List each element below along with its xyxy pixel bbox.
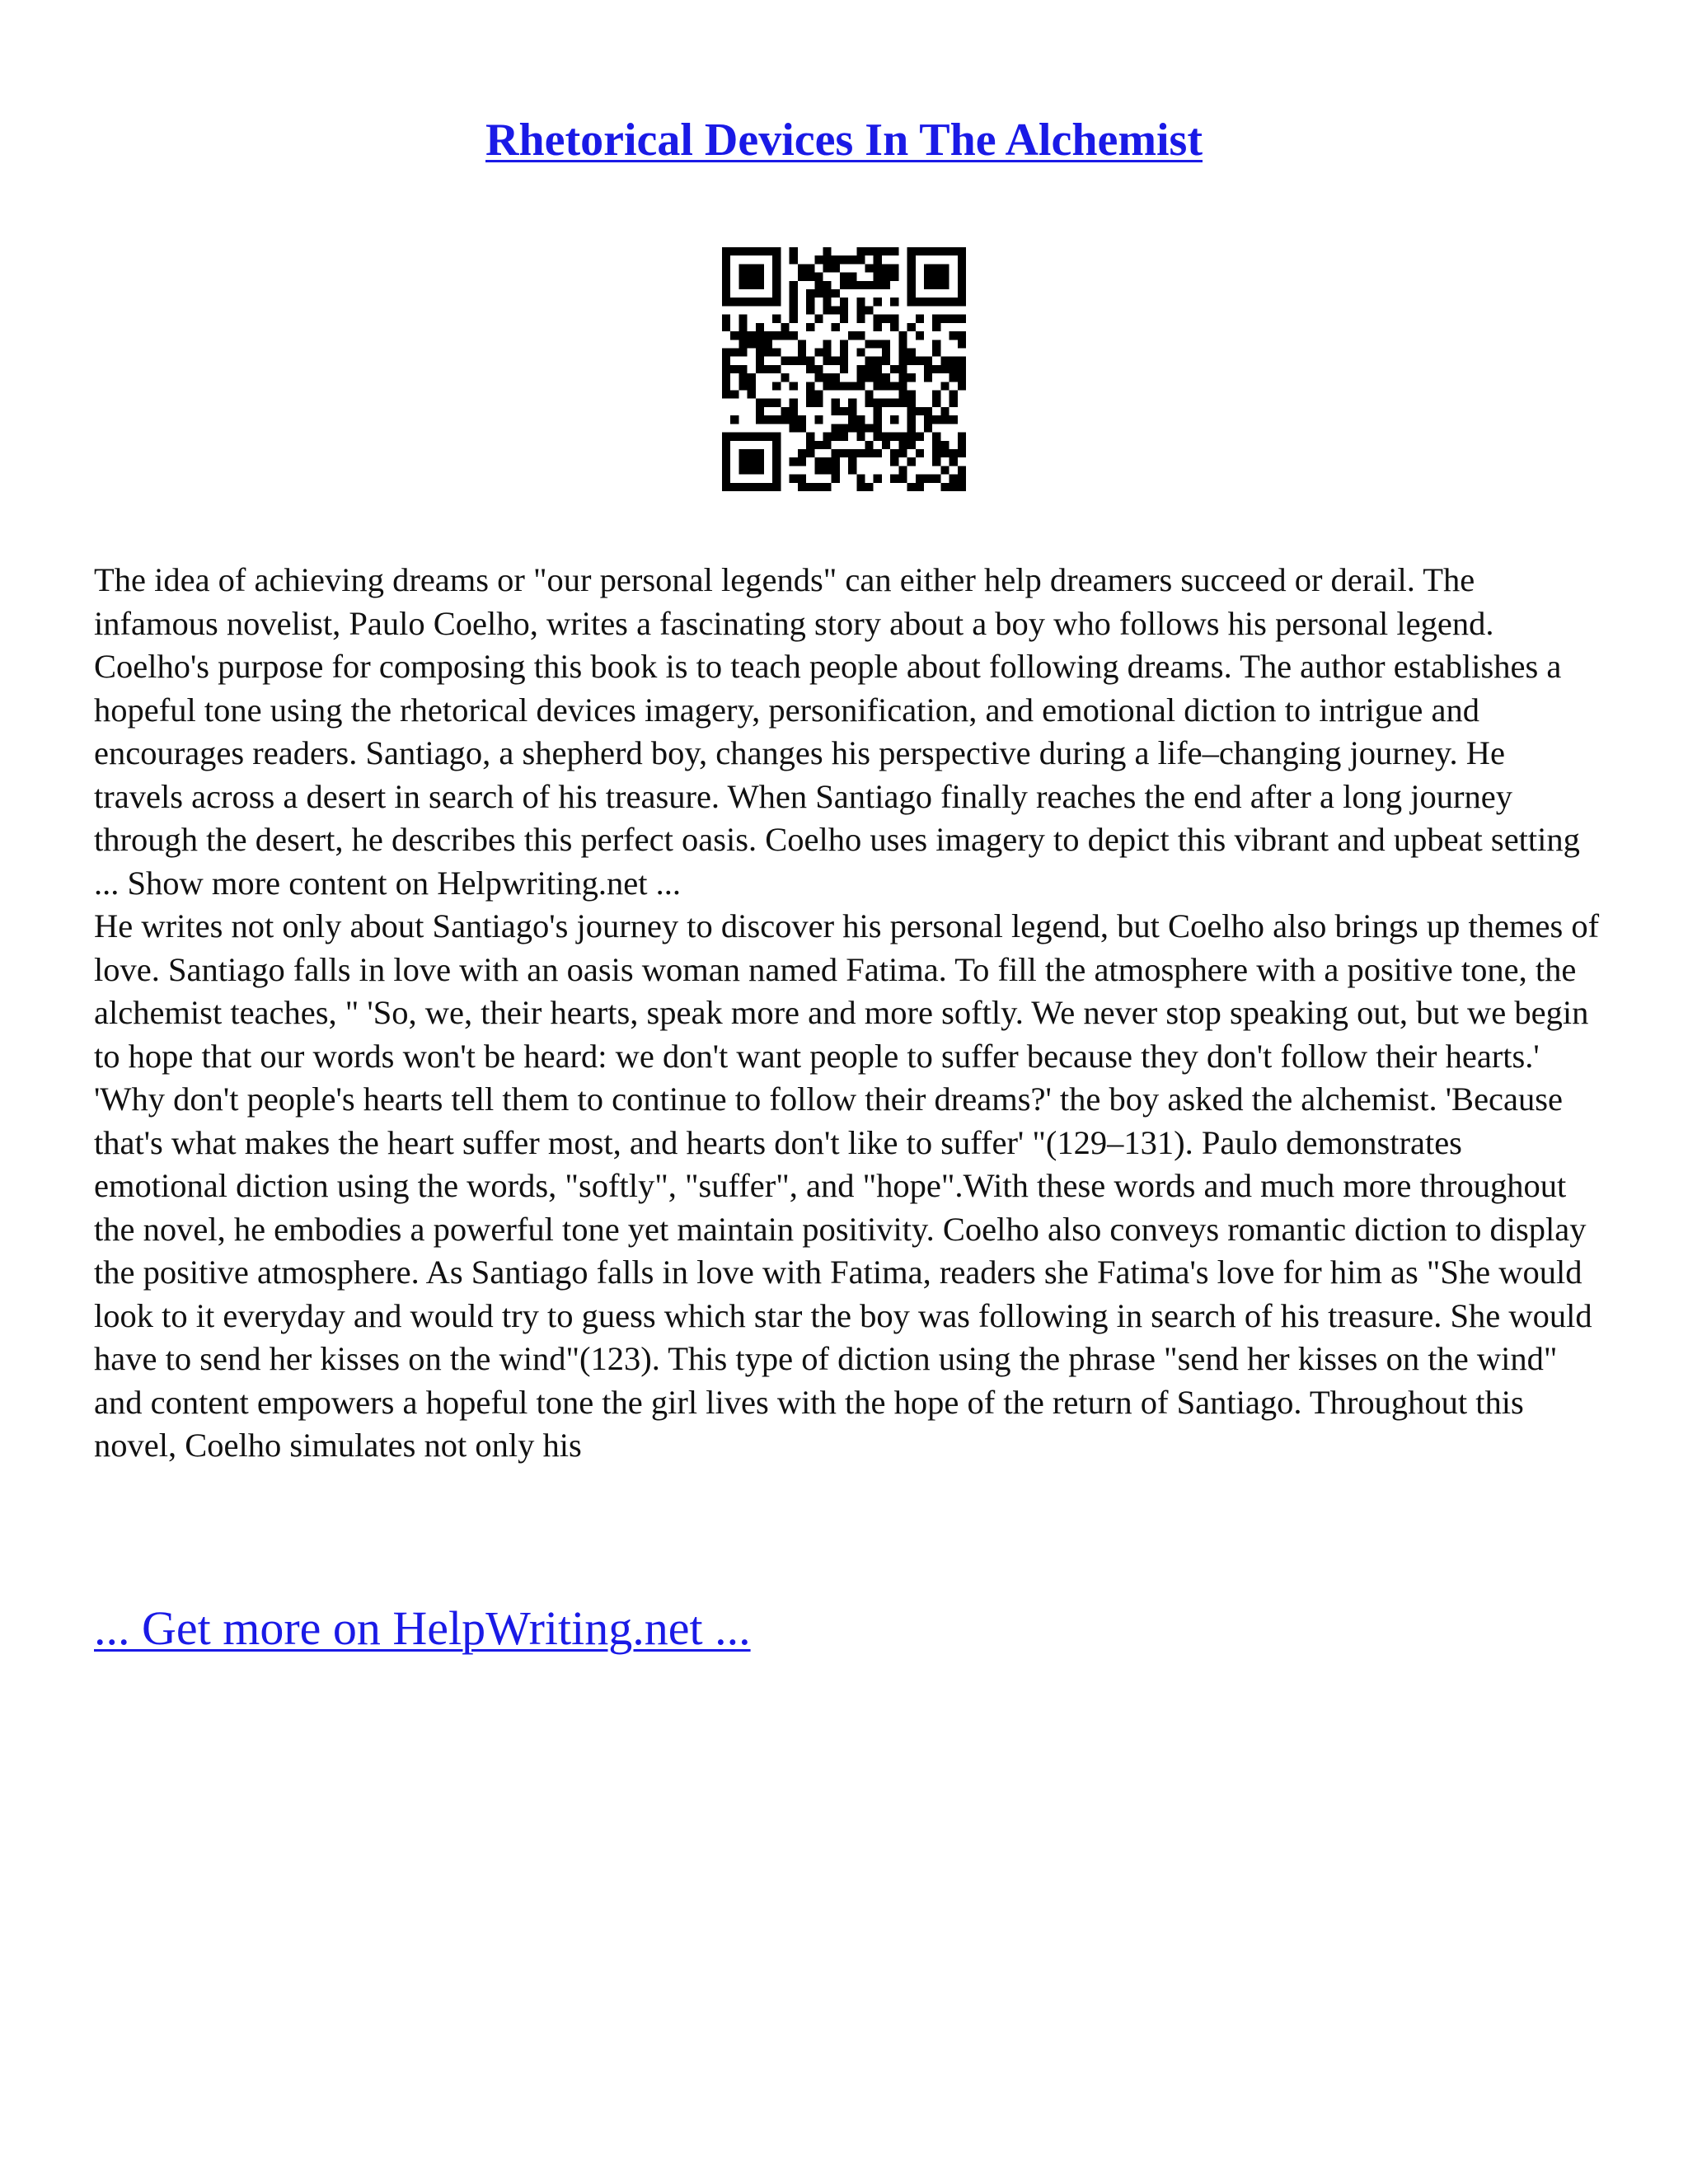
paragraph-2: He writes not only about Santiago's journey to discover his personal legend, but Coelho also brings up themes of love. Santiago falls in love with an oasis woman named Fatima. To fill the atmosphere with a positive tone, the alchemist teaches, " 'So, we, their hearts, speak more and more softly. We never stop speaking out, but we begin to hope that our words won't be heard: we don't want people to suffer because they don't follow their hearts.' 'Why don't people's hearts tell them to continue to follow their dreams?' the boy asked the alchemist. 'Because that's what makes the heart suffer most, and hearts don't like to suffer' "(129–131). Paulo demonstrates emotional diction using the words, "softly", "suffer", and "hope".With these words and much more throughout the novel, he embodies a powerful tone yet maintain positivity. Coelho also conveys romantic diction to display the positive atmosphere. As Santiago falls in love with Fatima, readers she Fatima's love for him as "She would look to it everyday and would try to guess which star the boy was following in search of his treasure. She would have to send her kisses on the wind"(123). This type of diction using the phrase "send her kisses on the wind" and content empowers a hopeful tone the girl lives with the hope of the return of Santiago. Throughout this novel, Coelho simulates not only his bbox=[94, 907, 1600, 1464]
paragraph-1: The idea of achieving dreams or "our personal legends" can either help dreamers succeed or derail. The infamous novelist, Paulo Coelho, writes a fascinating story about a boy who follows his personal legend. Coelho's purpose for composing this book is to teach people about following dreams. The author establishes a hopeful tone using the rhetorical devices imagery, personification, and emotional diction to intrigue and encourages readers. Santiago, a shepherd boy, changes his perspective during a life–changing journey. He travels across a desert in search of his treasure. When Santiago finally reaches the end after a long journey through the desert, he describes this perfect oasis. Coelho uses imagery to depict this vibrant and upbeat setting ... Show more content on Helpwriting.net ... bbox=[94, 561, 1580, 902]
article-body bbox=[94, 559, 1602, 1468]
get-more-link[interactable]: ... Get more on HelpWriting.net ... bbox=[94, 1601, 751, 1655]
title-container bbox=[0, 114, 1688, 166]
page-title-link[interactable]: Rhetorical Devices In The Alchemist bbox=[485, 115, 1203, 166]
qr-code-icon bbox=[722, 247, 966, 491]
more-link-container bbox=[94, 1601, 751, 1656]
